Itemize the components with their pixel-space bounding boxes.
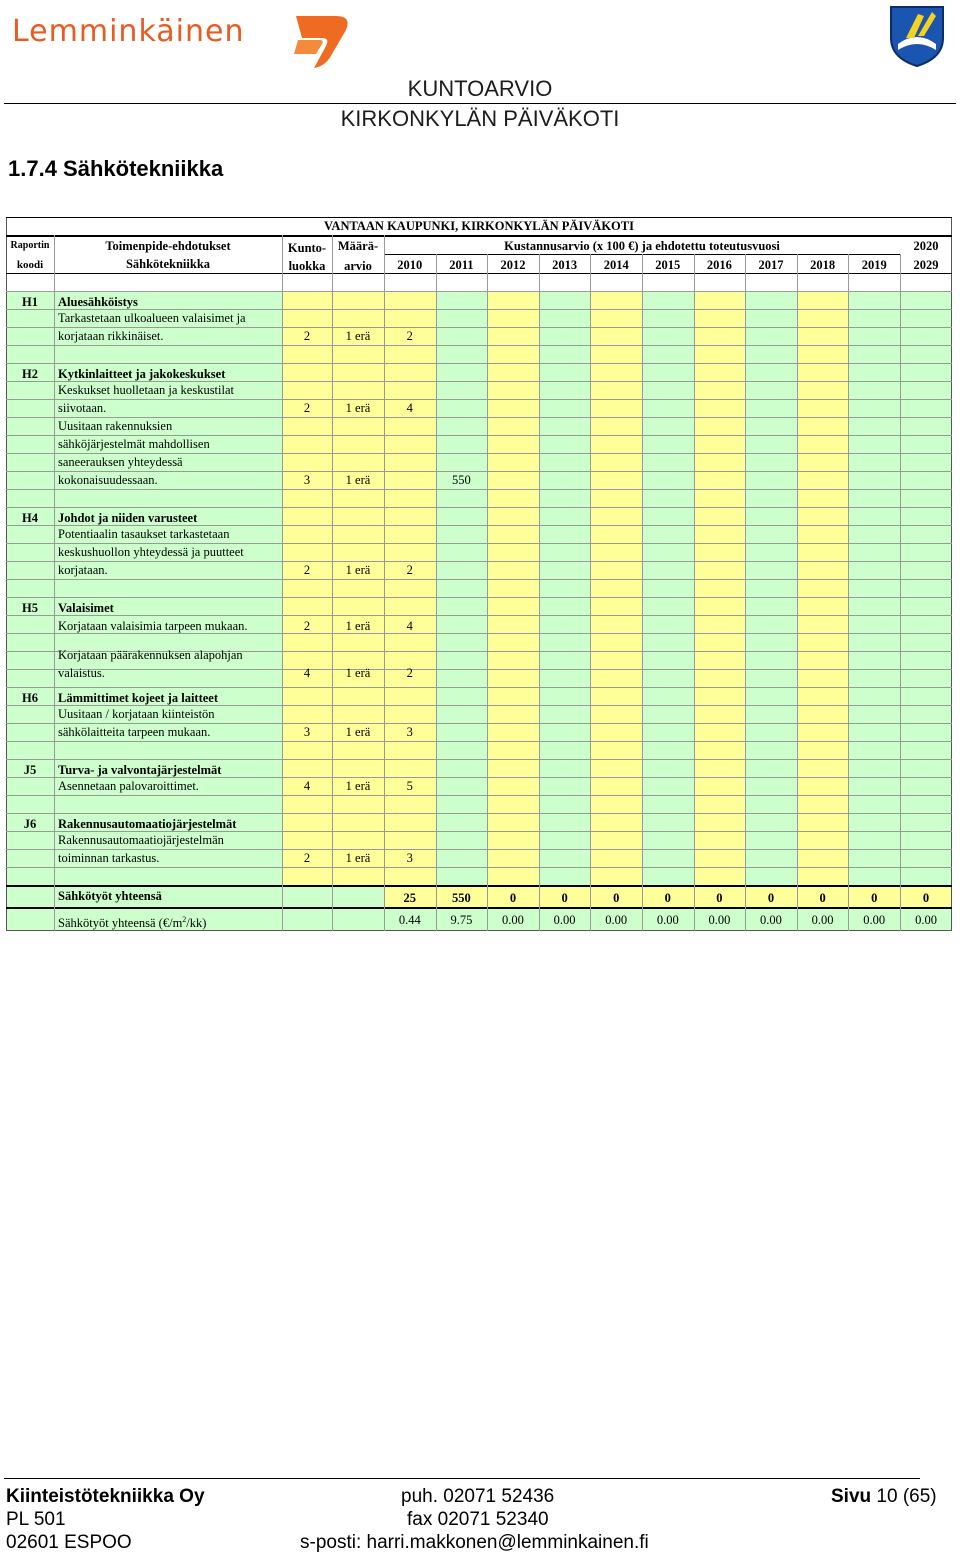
- cost-value: 3: [406, 851, 413, 865]
- group-code: J5: [23, 763, 37, 777]
- action-description: korjataan rikkinäiset.: [58, 329, 164, 343]
- vantaa-crest-icon: [888, 4, 946, 68]
- action-description: Korjataan päärakennuksen alapohjan: [58, 647, 243, 662]
- per-m2-value: 0.00: [605, 913, 628, 927]
- condition-value: 3: [303, 725, 311, 739]
- per-m2-value: 0.00: [760, 913, 782, 927]
- col-condition-header: luokka: [288, 259, 326, 273]
- total-value: 25: [403, 891, 417, 905]
- per-m2-label-text: Sähkötyöt yhteensä (€/m: [58, 916, 183, 931]
- action-description: saneerauksen yhteydessä: [58, 455, 183, 469]
- amount-value: 1 erä: [345, 401, 371, 415]
- per-m2-value: 0.00: [811, 913, 834, 927]
- per-m2-value: 0.00: [708, 913, 731, 927]
- amount-value: 1 erä: [345, 619, 371, 633]
- total-label: Sähkötyöt yhteensä: [58, 889, 162, 903]
- group-code: H5: [22, 601, 38, 615]
- document-subtitle: KIRKONKYLÄN PÄIVÄKOTI: [340, 106, 620, 131]
- col-amount-header: Määrä-: [337, 239, 379, 253]
- group-code: H6: [22, 691, 38, 705]
- footer-page: [831, 1486, 937, 1508]
- action-description: kokonaisuudessaan.: [58, 473, 158, 487]
- year-header: 2010: [397, 258, 423, 272]
- cost-value: 2: [406, 665, 413, 680]
- year-header: 2011: [449, 258, 474, 272]
- col-amount-header: arvio: [344, 259, 372, 273]
- year-header: 2013: [552, 258, 578, 272]
- per-m2-value: 0.00: [656, 913, 679, 927]
- cost-value: 3: [406, 725, 413, 739]
- per-m2-value: 0.00: [915, 913, 937, 927]
- footer-phone: puh. 02071 52436: [401, 1486, 555, 1507]
- cost-estimate-table: [6, 217, 952, 931]
- footer-fax: fax 02071 52340: [407, 1509, 549, 1530]
- footer-company: Kiinteistötekniikka Oy: [6, 1486, 205, 1507]
- col-action-header: Sähkötekniikka: [125, 257, 211, 271]
- per-m2-label-end: /kk): [186, 916, 207, 931]
- total-value: 0: [509, 891, 517, 905]
- condition-value: 4: [303, 665, 311, 680]
- total-value: 0: [767, 891, 775, 905]
- action-description: korjataan.: [58, 563, 108, 577]
- action-description: Potentiaalin tasaukset tarkastetaan: [58, 527, 230, 541]
- page-number: 10 (65): [876, 1486, 937, 1507]
- last-year-header: 2029: [913, 258, 939, 272]
- group-title: Aluesähköistys: [58, 295, 138, 309]
- group-code: H2: [22, 367, 38, 381]
- action-description: siivotaan.: [58, 401, 107, 415]
- col-condition-header: Kunto-: [287, 241, 327, 255]
- action-description: valaistus.: [58, 665, 105, 680]
- per-m2-value: 9.75: [450, 913, 473, 927]
- per-m2-value: 0.00: [502, 913, 524, 927]
- amount-value: 1 erä: [345, 665, 371, 680]
- action-description: keskushuollon yhteydessä ja puutteet: [58, 545, 244, 559]
- action-description: Tarkastetaan ulkoalueen valaisimet ja: [58, 311, 246, 325]
- group-title: Turva- ja valvontajärjestelmät: [58, 763, 222, 777]
- action-description: Rakennusautomaatiojärjestelmän: [58, 833, 224, 847]
- section-title: 1.7.4 Sähkötekniikka: [8, 156, 224, 181]
- total-value: 0: [871, 891, 878, 905]
- group-title: Johdot ja niiden varusteet: [58, 511, 198, 525]
- cost-value: 4: [406, 401, 413, 415]
- cost-value: 4: [406, 619, 413, 633]
- action-description: Uusitaan rakennuksien: [58, 419, 173, 433]
- per-m2-sup: 2: [182, 915, 187, 924]
- cost-value: 2: [406, 329, 413, 343]
- year-header: 2019: [861, 258, 887, 272]
- col-action-header: Toimenpide-ehdotukset: [105, 239, 231, 253]
- group-title: Lämmittimet kojeet ja laitteet: [58, 691, 218, 705]
- amount-value: 1 erä: [345, 851, 371, 865]
- page-label: Sivu: [831, 1486, 872, 1507]
- per-m2-value: 0.44: [398, 913, 421, 927]
- cost-value: 2: [406, 563, 413, 577]
- condition-value: 4: [303, 779, 311, 793]
- footer-email: s-posti: harri.makkonen@lemminkainen.fi: [300, 1532, 649, 1553]
- cost-value: 550: [452, 473, 471, 487]
- condition-value: 3: [303, 473, 311, 487]
- amount-value: 1 erä: [345, 329, 371, 343]
- total-value: 0: [922, 891, 930, 905]
- action-description: toiminnan tarkastus.: [58, 851, 160, 865]
- action-description: Uusitaan / korjataan kiinteistön: [58, 707, 215, 721]
- action-description: Korjataan valaisimia tarpeen mukaan.: [58, 619, 248, 633]
- per-m2-label: [58, 911, 206, 932]
- action-description: sähköjärjestelmät mahdollisen: [58, 437, 210, 451]
- year-header: 2017: [758, 258, 784, 272]
- condition-value: 2: [303, 401, 311, 415]
- per-m2-value: 0.00: [553, 913, 576, 927]
- condition-value: 2: [303, 619, 311, 633]
- year-header: 2018: [810, 258, 836, 272]
- col-code-header: Raportin: [10, 240, 50, 251]
- header-divider: [4, 103, 956, 104]
- footer-address-1: PL 501: [6, 1509, 66, 1530]
- amount-value: 1 erä: [345, 779, 371, 793]
- condition-value: 2: [303, 329, 311, 343]
- year-header: 2014: [603, 258, 629, 272]
- company-logo-text: Lemminkäinen: [12, 14, 245, 49]
- footer-divider: [4, 1478, 920, 1479]
- year-header: 2012: [500, 258, 526, 272]
- year-header: 2016: [706, 258, 732, 272]
- group-code: H4: [22, 511, 38, 525]
- amount-value: 1 erä: [345, 725, 371, 739]
- col-code-header: koodi: [16, 259, 44, 271]
- cost-header: Kustannusarvio (x 100 €) ja ehdotettu toteutusvuosi: [504, 239, 780, 253]
- group-title: Valaisimet: [58, 601, 114, 615]
- group-code: J6: [23, 817, 37, 831]
- lemminkainen-logo-icon: [292, 10, 356, 70]
- action-description: Keskukset huolletaan ja keskustilat: [58, 383, 235, 397]
- cost-value: 5: [406, 779, 413, 793]
- footer-address-2: 02601 ESPOO: [6, 1532, 132, 1553]
- total-value: 0: [819, 891, 826, 905]
- condition-value: 2: [303, 851, 311, 865]
- year-header: 2015: [655, 258, 681, 272]
- group-title: Kytkinlaitteet ja jakokeskukset: [58, 367, 226, 381]
- total-value: 0: [613, 891, 620, 905]
- amount-value: 1 erä: [345, 563, 371, 577]
- group-code: H1: [22, 295, 38, 309]
- total-value: 0: [561, 891, 568, 905]
- total-value: 0: [664, 891, 671, 905]
- table-caption: VANTAAN KAUPUNKI, KIRKONKYLÄN PÄIVÄKOTI: [324, 219, 634, 233]
- total-value: 0: [716, 891, 723, 905]
- action-description: sähkölaitteita tarpeen mukaan.: [58, 725, 211, 739]
- group-title: Rakennusautomaatiojärjestelmät: [58, 817, 237, 831]
- last-year-header: 2020: [913, 239, 939, 253]
- total-value: 550: [452, 891, 471, 905]
- per-m2-value: 0.00: [863, 913, 886, 927]
- action-description: Asennetaan palovaroittimet.: [58, 779, 199, 793]
- condition-value: 2: [303, 563, 311, 577]
- document-title: KUNTOARVIO: [407, 76, 553, 101]
- amount-value: 1 erä: [345, 473, 371, 487]
